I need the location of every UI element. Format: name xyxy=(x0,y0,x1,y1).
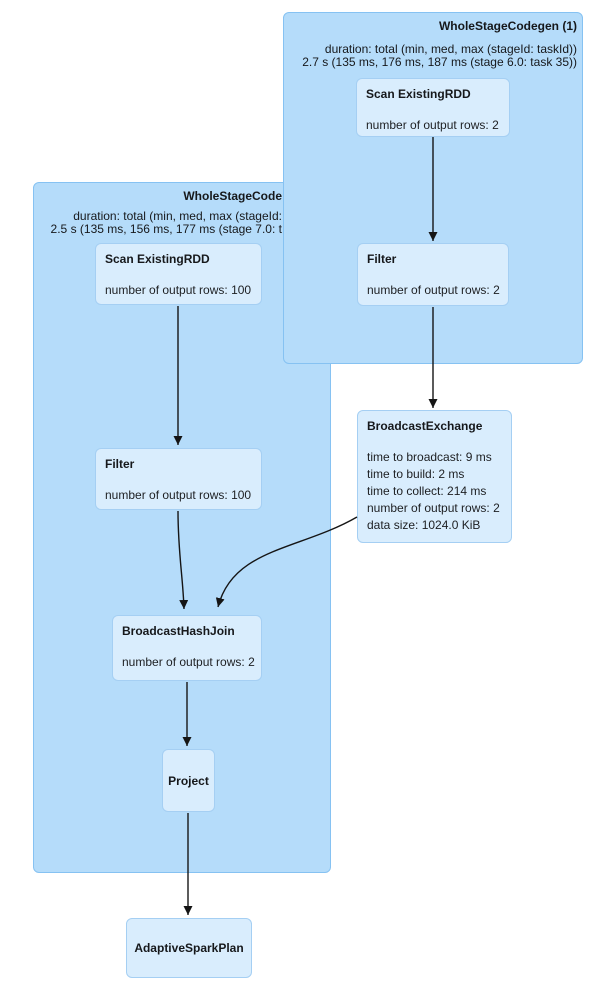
node-project[interactable] xyxy=(162,749,215,812)
node-metric: number of output rows: 2 xyxy=(366,118,499,132)
cluster-duration xyxy=(51,210,282,236)
metric-number-of-output-rows: number of output rows: 2 xyxy=(367,501,500,515)
node-title: Project xyxy=(168,773,209,788)
cluster-duration-label: duration: total (min, med, max (stageId: taskId)) xyxy=(324,42,577,56)
node-broadcastexchange[interactable] xyxy=(357,410,512,543)
cluster-title: WholeStageCode xyxy=(183,189,282,203)
cluster-duration-value: 2.7 s (135 ms, 176 ms, 187 ms (stage 6.0: task 35)) xyxy=(302,55,577,69)
node-metric: number of output rows: 2 xyxy=(367,283,500,297)
cluster-duration xyxy=(302,43,577,69)
cluster-wholestagecodegen-1 xyxy=(283,12,583,364)
node-metric: number of output rows: 2 xyxy=(122,655,255,669)
node-scan-existingrdd-1[interactable] xyxy=(356,78,510,137)
node-title: BroadcastExchange xyxy=(367,419,483,433)
cluster-duration-value: 2.5 s (135 ms, 156 ms, 177 ms (stage 7.0: t xyxy=(50,222,282,236)
metric-time-to-build: time to build: 2 ms xyxy=(367,467,465,481)
node-title: Scan ExistingRDD xyxy=(366,87,471,101)
node-filter-2[interactable] xyxy=(95,448,262,510)
node-metric: number of output rows: 100 xyxy=(105,488,252,502)
metric-time-to-broadcast: time to broadcast: 9 ms xyxy=(367,450,492,464)
node-metric: number of output rows: 100 xyxy=(105,283,252,297)
metric-data-size: data size: 1024.0 KiB xyxy=(367,518,481,532)
node-filter-1[interactable] xyxy=(357,243,509,306)
node-title: BroadcastHashJoin xyxy=(122,624,235,638)
node-title: AdaptiveSparkPlan xyxy=(134,941,244,955)
node-title: Filter xyxy=(367,252,397,266)
node-scan-existingrdd-2[interactable] xyxy=(95,243,262,305)
node-title: Scan ExistingRDD xyxy=(105,252,210,266)
metric-time-to-collect: time to collect: 214 ms xyxy=(367,484,487,498)
node-title: Filter xyxy=(105,457,135,471)
node-metrics xyxy=(367,449,502,534)
cluster-title: WholeStageCodegen (1) xyxy=(438,19,577,33)
cluster-duration-label: duration: total (min, med, max (stageId: xyxy=(73,209,282,223)
node-adaptivesparkplan[interactable] xyxy=(126,918,252,978)
node-broadcasthashjoin[interactable] xyxy=(112,615,262,681)
